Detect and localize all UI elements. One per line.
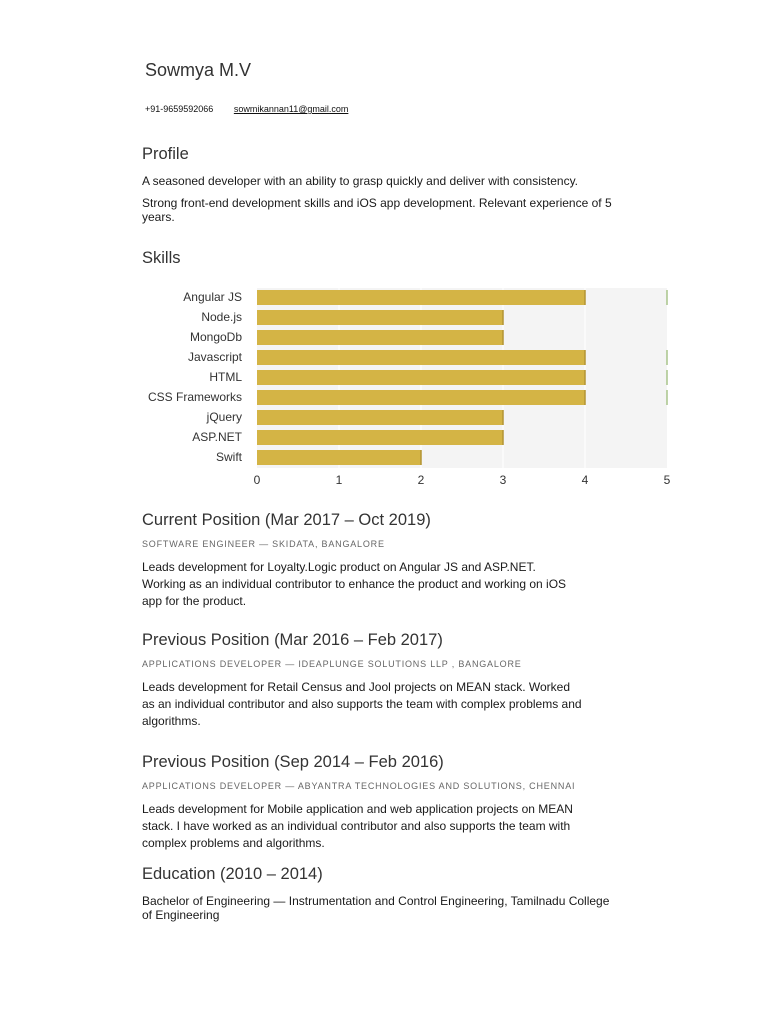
skills-bar-chart — [140, 282, 685, 487]
current-position-role: SOFTWARE ENGINEER — SKIDATA, BANGALORE — [142, 539, 385, 549]
previous-position-2-line-2: stack. I have worked as an individual contributor and also supports the team with — [142, 819, 571, 833]
candidate-name: Sowmya M.V — [145, 60, 252, 80]
current-position-line-3: app for the product. — [142, 594, 247, 608]
education-heading: Education (2010 – 2014) — [142, 865, 323, 883]
email-link[interactable]: sowmikannan11@gmail.com — [233, 104, 349, 114]
category-label-5: CSS Frameworks — [147, 390, 242, 404]
profile-heading: Profile — [142, 145, 189, 163]
category-label-2: MongoDb — [189, 330, 242, 344]
bar-5 — [257, 390, 585, 405]
category-label-6: jQuery — [206, 410, 242, 424]
previous-position-1-line-3: algorithms. — [142, 714, 201, 728]
education-line-2: of Engineering — [142, 908, 220, 922]
bar-0 — [257, 290, 585, 305]
x-tick-label-5: 5 — [663, 473, 671, 487]
x-tick-label-3: 3 — [499, 473, 507, 487]
category-label-0: Angular JS — [183, 290, 242, 304]
category-label-3: Javascript — [187, 350, 242, 364]
phone-number: +91-9659592066 — [145, 104, 214, 114]
category-label-4: HTML — [209, 370, 242, 384]
contact-line — [145, 104, 348, 114]
profile-line-2: Strong front-end development skills and iOS app development. Relevant experience of 5 — [142, 196, 612, 210]
previous-position-1-line-2: as an individual contributor and also supports the team with complex problems and — [142, 697, 582, 711]
bar-2 — [257, 330, 503, 345]
x-tick-label-0: 0 — [253, 473, 261, 487]
previous-position-2-line-1: Leads development for Mobile application and web application projects on MEAN — [142, 802, 573, 816]
bar-6 — [257, 410, 503, 425]
category-label-1: Node.js — [201, 310, 242, 324]
category-label-7: ASP.NET — [192, 430, 242, 444]
profile-line-3: years. — [142, 210, 175, 224]
x-tick-label-1: 1 — [335, 473, 343, 487]
bar-7 — [257, 430, 503, 445]
bar-3 — [257, 350, 585, 365]
x-tick-label-2: 2 — [417, 473, 425, 487]
bar-8 — [257, 450, 421, 465]
previous-position-2-role: APPLICATIONS DEVELOPER — ABYANTRA TECHNOLOGIES AND SOLUTIONS, CHENNAI — [142, 781, 576, 791]
x-tick-label-4: 4 — [581, 473, 589, 487]
previous-position-2-line-3: complex problems and algorithms. — [142, 836, 325, 850]
current-position-line-2: Working as an individual contributor to enhance the product and working on iOS — [142, 577, 567, 591]
bar-1 — [257, 310, 503, 325]
profile-line-1: A seasoned developer with an ability to grasp quickly and deliver with consistency. — [142, 174, 579, 188]
education-line-1: Bachelor of Engineering — Instrumentation and Control Engineering, Tamilnadu College — [142, 894, 610, 908]
current-position-heading: Current Position (Mar 2017 – Oct 2019) — [142, 511, 431, 529]
previous-position-2-heading: Previous Position (Sep 2014 – Feb 2016) — [142, 753, 444, 771]
category-label-8: Swift — [215, 450, 242, 464]
bar-4 — [257, 370, 585, 385]
previous-position-1-role: APPLICATIONS DEVELOPER — IDEAPLUNGE SOLUTIONS LLP , BANGALORE — [142, 659, 522, 669]
previous-position-1-heading: Previous Position (Mar 2016 – Feb 2017) — [142, 631, 443, 649]
current-position-line-1: Leads development for Loyalty.Logic product on Angular JS and ASP.NET. — [142, 560, 536, 574]
skills-heading: Skills — [142, 249, 181, 267]
previous-position-1-line-1: Leads development for Retail Census and Jool projects on MEAN stack. Worked — [142, 680, 570, 694]
